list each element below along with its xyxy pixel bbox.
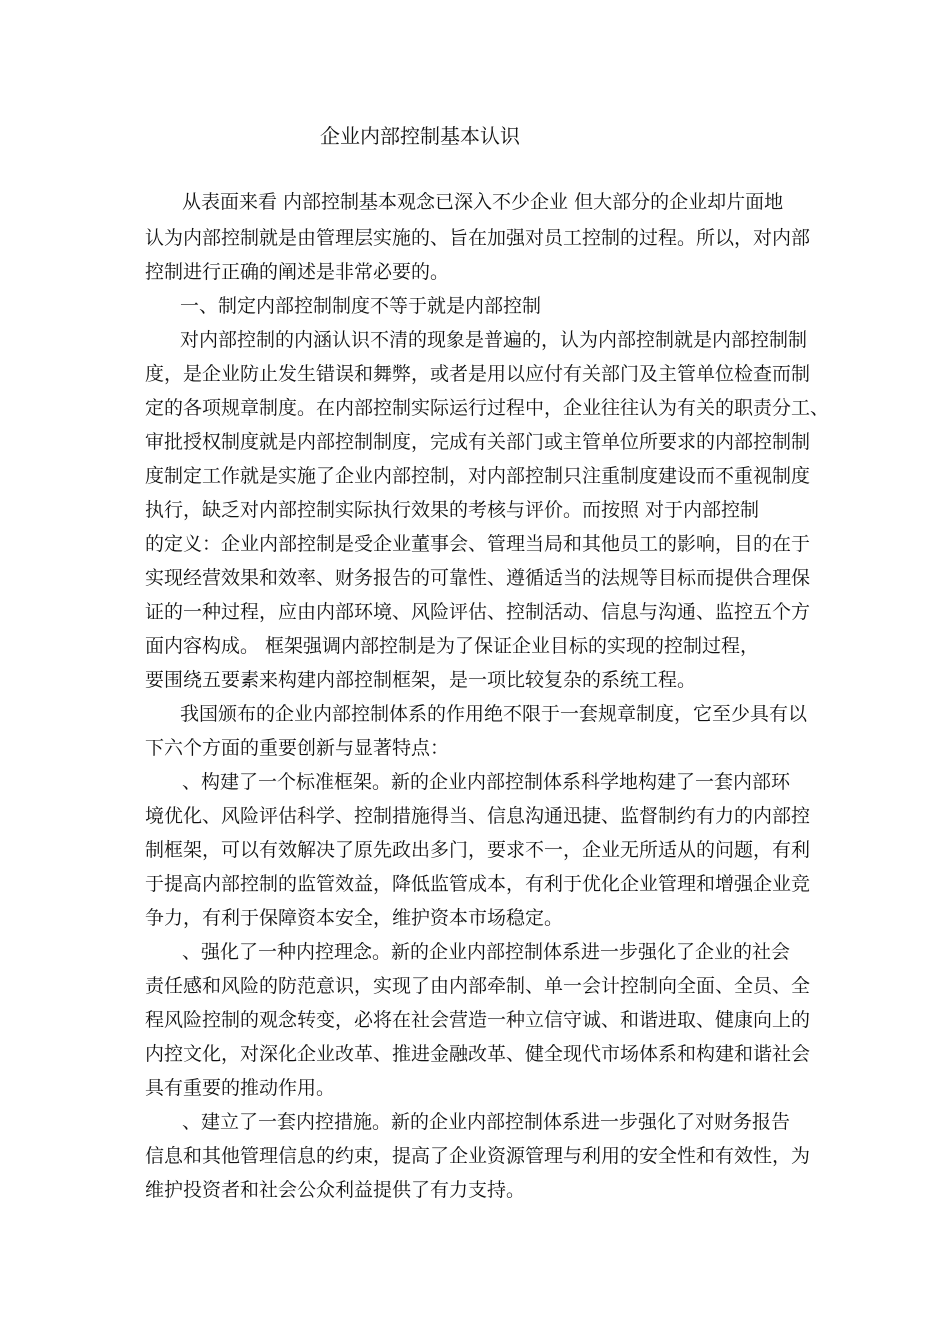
text-line: 、强化了一种内控理念。新的企业内部控制体系进一步强化了企业的社会 (182, 941, 791, 963)
text-line: 执行，缺乏对内部控制实际执行效果的考核与评价。而按照 对于内部控制 (145, 499, 760, 521)
text-line: 争力，有利于保障资本安全，维护资本市场稳定。 (145, 907, 564, 929)
text-line: 具有重要的推动作用。 (145, 1077, 336, 1099)
text-line: 的定义：企业内部控制是受企业董事会、管理当局和其他员工的影响，目的在于 (145, 533, 811, 555)
text-line: 审批授权制度就是内部控制制度，完成有关部门或主管单位所要求的内部控制制 (145, 431, 811, 453)
text-line: 从表面来看 内部控制基本观念已深入不少企业 但大部分的企业却片面地 (182, 191, 784, 213)
text-line: 信息和其他管理信息的约束，提高了企业资源管理与利用的安全性和有效性，为 (145, 1145, 811, 1167)
text-line: 内控文化，对深化企业改革、推进金融改革、健全现代市场体系和构建和谐社会 (145, 1043, 811, 1065)
section-heading: 一、制定内部控制制度不等于就是内部控制 (180, 295, 542, 317)
text-line: 程风险控制的观念转变，必将在社会营造一种立信守诚、和谐进取、健康向上的 (145, 1009, 811, 1031)
text-line: 要围绕五要素来构建内部控制框架，是一项比较复杂的系统工程。 (145, 669, 697, 691)
document-title: 企业内部控制基本认识 (320, 124, 520, 148)
text-line: 对内部控制的内涵认识不清的现象是普遍的，认为内部控制就是内部控制制 (180, 329, 808, 351)
text-line: 面内容构成。 框架强调内部控制是为了保证企业目标的实现的控制过程， (145, 635, 760, 657)
text-line: 认为内部控制就是由管理层实施的、旨在加强对员工控制的过程。所以，对内部 (145, 227, 811, 249)
text-line: 境优化、风险评估科学、控制措施得当、信息沟通迅捷、监督制约有力的内部控 (145, 805, 811, 827)
text-line: 控制进行正确的阐述是非常必要的。 (145, 261, 450, 283)
text-line: 证的一种过程，应由内部环境、风险评估、控制活动、信息与沟通、监控五个方 (145, 601, 811, 623)
text-line: 制框架，可以有效解决了原先政出多门，要求不一，企业无所适从的问题，有利 (145, 839, 811, 861)
text-line: 我国颁布的企业内部控制体系的作用绝不限于一套规章制度，它至少具有以 (180, 703, 808, 725)
text-line: 于提高内部控制的监管效益，降低监管成本，有利于优化企业管理和增强企业竞 (145, 873, 811, 895)
text-line: 实现经营效果和效率、财务报告的可靠性、遵循适当的法规等目标而提供合理保 (145, 567, 811, 589)
text-line: 度制定工作就是实施了企业内部控制，对内部控制只注重制度建设而不重视制度 (145, 465, 811, 487)
text-line: 度，是企业防止发生错误和舞弊，或者是用以应付有关部门及主管单位检查而制 (145, 363, 811, 385)
text-line: 责任感和风险的防范意识，实现了由内部牵制、单一会计控制向全面、全员、全 (145, 975, 811, 997)
text-line: 、建立了一套内控措施。新的企业内部控制体系进一步强化了对财务报告 (182, 1111, 791, 1133)
text-line: 、构建了一个标准框架。新的企业内部控制体系科学地构建了一套内部环 (182, 771, 791, 793)
text-line: 维护投资者和社会公众利益提供了有力支持。 (145, 1179, 526, 1201)
text-line: 下六个方面的重要创新与显著特点： (145, 737, 450, 759)
text-line: 定的各项规章制度。在内部控制实际运行过程中，企业往往认为有关的职责分工、 (145, 397, 830, 419)
